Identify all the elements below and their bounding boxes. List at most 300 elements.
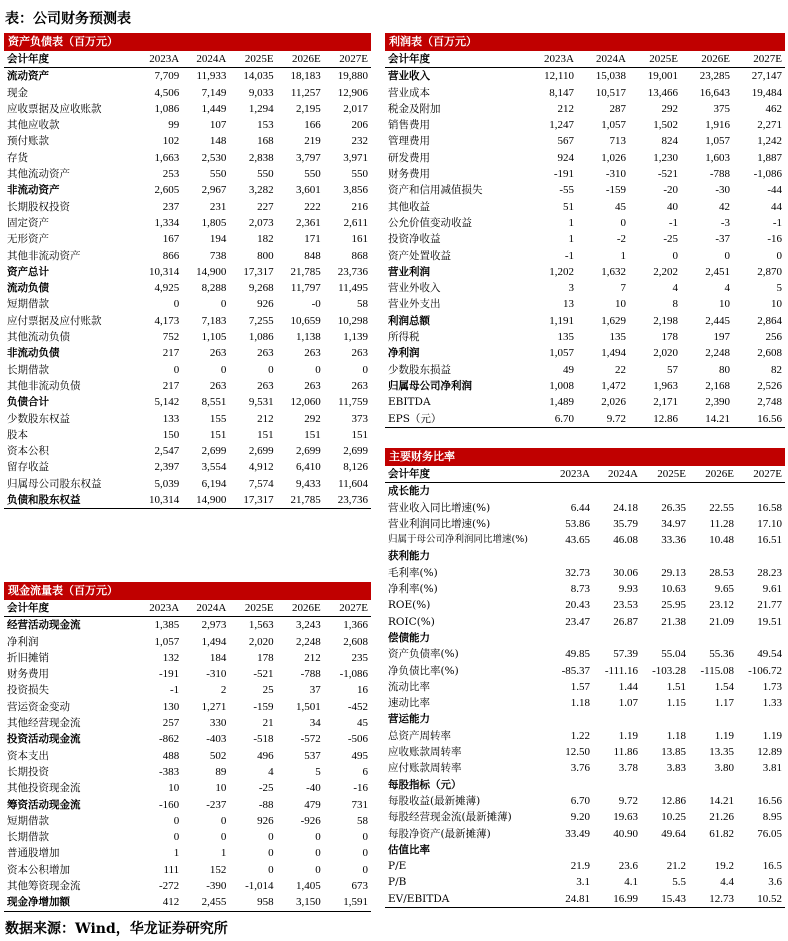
row-value: 330 [209,717,227,730]
row-value: 1,405 [296,880,321,893]
row-value: 151 [304,428,321,441]
row-value: 7,255 [248,314,274,327]
row-value [737,483,785,500]
row-label: 营业外收入 [388,282,441,295]
row-value: 1.57 [570,680,590,693]
table-row [385,614,785,630]
row-label: 毛利率(%) [388,566,438,579]
row-value: 2,195 [296,102,321,115]
row-label: 营业利润 [388,265,430,278]
row-value: 1.44 [618,680,638,693]
row-value [737,842,785,858]
row-value: 102 [162,135,180,148]
table-row [4,682,371,698]
row-value: 263 [304,347,321,360]
row-value: 263 [209,379,227,392]
row-value: 11,495 [338,282,368,295]
row-value: 1.07 [618,697,638,710]
row-value: 1,138 [296,331,321,344]
row-value [545,630,593,646]
row-value: -390 [206,880,227,893]
row-value: -20 [663,184,678,197]
row-value: 10 [615,298,626,311]
column-header-year: 2026E [277,600,324,617]
row-value: 22 [615,363,626,376]
row-value: 206 [351,119,368,132]
row-value: -862 [159,733,180,746]
row-value: 1,008 [549,379,574,392]
row-value: 2,020 [653,347,678,360]
row-value: 1,139 [343,331,368,344]
row-value: 12,110 [544,70,574,83]
table-row [385,166,785,182]
row-value: 21,785 [277,492,324,509]
row-value: 13 [563,298,574,311]
table-row [4,166,371,182]
row-value: -25 [258,782,274,795]
row-value: 216 [351,200,368,213]
row-value: 1,385 [154,619,180,632]
row-value: 219 [304,135,321,148]
row-value: 3.76 [570,762,590,775]
row-value: 0 [776,249,782,262]
row-value: 9.20 [570,811,590,824]
row-label: 存货 [7,151,28,164]
row-value: 11,257 [290,86,321,99]
row-value [641,483,689,500]
row-value: 107 [209,119,227,132]
row-value: -1 [772,216,782,229]
table-row [385,68,785,85]
row-value: 1,629 [601,314,626,327]
row-value [737,777,785,793]
row-value: 13,466 [647,86,678,99]
row-value: 40 [667,200,678,213]
table-row [385,842,785,858]
row-label: 普通股增加 [7,847,60,860]
row-value: 19,880 [337,70,368,83]
table-row [4,764,371,780]
row-value: 2,171 [653,396,678,409]
column-header-year: 2023A [135,600,182,617]
row-value: -37 [715,233,730,246]
row-value: 1,591 [324,894,371,911]
row-value: 10.63 [661,583,686,596]
row-value [593,777,641,793]
row-value: 33.36 [661,534,686,547]
row-value: 1.15 [666,697,686,710]
row-value: 23,736 [337,265,368,278]
row-value: -111.16 [604,664,638,677]
row-value: 0 [724,249,730,262]
row-value: 1,449 [201,102,227,115]
row-value: 495 [351,749,368,762]
table-row [4,731,371,747]
row-value: 21.2 [666,860,686,873]
table-row [4,296,371,312]
row-value: 3,971 [343,151,368,164]
row-label: 财务费用 [7,668,49,681]
row-value: 1,294 [248,102,274,115]
table-row [4,248,371,264]
row-value: 135 [609,331,626,344]
row-value: 23,736 [324,492,371,509]
row-value: 4 [724,282,730,295]
row-value: 1,057 [154,635,180,648]
row-value: 20.43 [565,599,590,612]
table-row [4,813,371,829]
table-row [4,68,371,85]
row-value: 800 [257,249,274,262]
table-header-row [385,51,785,68]
row-value: 2,361 [296,216,321,229]
table-row [385,679,785,695]
row-value: 0 [362,847,368,860]
row-value: 1,202 [549,265,574,278]
row-value: 958 [229,894,276,911]
row-value: 212 [304,651,321,664]
row-value: 3.78 [618,762,638,775]
row-value: 0 [220,363,227,376]
row-value: 155 [209,412,227,425]
row-value: 1,603 [705,151,730,164]
row-value: -191 [553,168,574,181]
row-value: 6 [362,765,368,778]
column-header-year: 2023A [525,51,577,68]
row-value: 0 [315,363,321,376]
column-header-year: 2024A [182,600,229,617]
row-value: 263 [257,379,274,392]
row-label: 短期借款 [7,814,49,827]
row-value: 1,026 [601,151,626,164]
row-value: 11,797 [290,282,321,295]
row-value [737,548,785,564]
row-value: 45 [357,717,368,730]
row-value: 3,797 [296,151,321,164]
table-row [385,695,785,711]
row-value: 738 [209,249,227,262]
row-value: 34 [309,717,321,730]
row-value: 14.21 [681,411,733,428]
row-value [593,548,641,564]
row-value: 253 [162,168,180,181]
row-value: 8.73 [570,583,590,596]
row-value: 16.51 [757,534,782,547]
row-label: 归属于母公司净利润同比增速(%) [388,534,528,546]
row-value: 19.51 [757,615,782,628]
table-row [385,597,785,613]
row-value: 2,547 [154,445,180,458]
row-value: 502 [209,749,227,762]
table-row [4,264,371,280]
row-value: 2,699 [201,445,227,458]
row-label: 流动资产 [7,70,49,83]
row-label: 研发费用 [388,151,430,164]
row-value: 23.47 [565,615,590,628]
row-value: 3,856 [343,184,368,197]
row-value: 42 [719,200,730,213]
row-value: 2,455 [182,894,229,911]
row-value: 537 [304,749,321,762]
row-value: 17,317 [243,265,274,278]
row-value: -521 [253,668,274,681]
row-value: 12.86 [661,794,686,807]
row-value: 1,086 [154,102,180,115]
row-value: 45 [615,200,626,213]
row-value: 76.05 [757,827,782,840]
column-header-year: 2025E [229,600,276,617]
row-value: 848 [304,249,321,262]
table-row [4,459,371,475]
row-value: 151 [209,428,227,441]
row-value: -44 [767,184,782,197]
row-value: 1,887 [757,151,782,164]
row-value: -237 [206,798,227,811]
table-row [4,443,371,459]
column-header-year: 2023A [545,466,593,483]
row-value: 479 [304,798,321,811]
table-row [385,874,785,890]
row-value: 488 [162,749,180,762]
table-row [4,215,371,231]
row-value: 53.86 [565,517,590,530]
table-row [385,345,785,361]
row-value: 15.43 [641,891,689,908]
row-value: -518 [253,733,274,746]
row-value: 2,445 [705,314,730,327]
table-row [385,777,785,793]
row-value: 2,967 [201,184,227,197]
row-value: 0 [173,831,180,844]
row-value: 0 [672,249,678,262]
row-value: 10,659 [290,314,321,327]
row-value: 9.65 [714,583,734,596]
table-row [4,378,371,394]
row-value: 9,433 [296,477,321,490]
row-value: 11.86 [613,746,638,759]
row-value: 148 [209,135,227,148]
row-label: 长期借款 [7,831,49,844]
row-value: -926 [300,814,321,827]
row-value: 1.17 [714,697,734,710]
row-value: 153 [257,119,274,132]
row-value: 15,038 [595,70,626,83]
column-header-year: 2026E [277,51,324,68]
row-value: 1,916 [705,119,730,132]
row-value: 924 [557,151,574,164]
row-value: 2,611 [343,216,368,229]
row-label: 其他流动资产 [7,168,70,181]
table-header-row [4,51,371,68]
row-value: 197 [713,331,730,344]
financial-ratios-header: 主要财务比率 [385,448,785,466]
row-value: 3,554 [201,461,227,474]
row-label: 非流动负债 [7,347,60,360]
row-label: 长期股权投资 [7,200,70,213]
row-value: 0 [620,216,626,229]
row-value: 14,900 [196,265,227,278]
row-value: -55 [559,184,574,197]
row-label: 应付账款周转率 [388,762,462,775]
table-row [385,728,785,744]
row-value: 135 [557,331,574,344]
row-value: 7,709 [154,70,180,83]
row-value: 35.79 [613,517,638,530]
row-value: 49.54 [757,648,782,661]
row-value: 11,759 [338,396,368,409]
row-value: 292 [661,102,678,115]
row-value: 866 [162,249,180,262]
row-value: 1,494 [201,635,227,648]
row-value: -16 [767,233,782,246]
table-row [4,182,371,198]
row-label: 净利润 [388,347,420,360]
row-value: 263 [351,347,368,360]
row-value: -191 [159,668,180,681]
table-row [4,797,371,813]
row-value: 6,410 [296,461,321,474]
row-value: 550 [257,168,274,181]
table-row [4,85,371,101]
row-value: 3,243 [296,619,321,632]
table-row [4,780,371,796]
cash-flow-table [4,600,371,912]
table-row [385,378,785,394]
row-value: 21.26 [709,811,734,824]
row-value: 1,501 [296,700,321,713]
row-value [545,548,593,564]
row-value: 550 [209,168,227,181]
row-value: 12,060 [290,396,321,409]
table-row [4,231,371,247]
table-row [385,248,785,264]
column-header-year: 2025E [641,466,689,483]
row-value: 25 [262,684,274,697]
row-value: 1.19 [618,729,638,742]
row-value: 23.12 [709,599,734,612]
row-value: 2,608 [757,347,782,360]
row-value: 235 [351,651,368,664]
row-value: -1,086 [753,168,782,181]
row-value: 2,073 [248,216,274,229]
table-row [385,646,785,662]
row-value: 19,001 [647,70,678,83]
row-value: 263 [257,347,274,360]
row-value: 2,870 [757,265,782,278]
row-value: 10 [215,782,227,795]
table-row [385,760,785,776]
row-value: 0 [362,363,368,376]
row-value: 2,530 [201,151,227,164]
table-row [385,296,785,312]
row-value: 29.13 [661,566,686,579]
row-label: 每股收益(最新摊薄) [388,794,481,807]
row-value: 212 [257,412,274,425]
row-value: 263 [304,379,321,392]
row-label: 总资产周转率 [388,729,451,742]
row-value: 14.21 [709,794,734,807]
row-value: -159 [253,700,274,713]
row-value: 6.70 [570,794,590,807]
row-value: 152 [209,863,227,876]
row-value: 12.89 [757,746,782,759]
row-value: -521 [657,168,678,181]
row-label: 利润总额 [388,314,430,327]
row-value: 3.81 [762,762,782,775]
table-row [385,532,785,548]
row-value: 1.33 [762,697,782,710]
row-label: P/E [388,860,407,873]
row-value: 37 [309,684,321,697]
row-value [689,630,737,646]
row-value: 2,397 [154,461,180,474]
row-value: 25.95 [661,599,686,612]
row-label: 其他应收款 [7,119,60,132]
row-value: 10,517 [595,86,626,99]
row-value: 10,298 [337,314,368,327]
row-value: 184 [209,651,227,664]
row-value: 2,838 [248,151,274,164]
table-row [385,85,785,101]
row-value: 12.50 [565,746,590,759]
table-row [4,394,371,410]
row-value: -85.37 [561,664,590,677]
row-value: 57.39 [613,648,638,661]
row-value: 567 [557,135,574,148]
row-value: 16.56 [757,794,782,807]
row-value: 2,699 [248,445,274,458]
row-value: 133 [162,412,180,425]
row-value: 0 [315,831,321,844]
row-value: 1,663 [154,151,180,164]
row-value [641,777,689,793]
row-value: 0 [173,298,180,311]
table-header-row [4,600,371,617]
row-value: 2,198 [653,314,678,327]
row-label: 流动比率 [388,680,430,693]
row-value: 2,248 [705,347,730,360]
table-row [4,133,371,149]
row-value: 3,601 [296,184,321,197]
row-label: ROE(%) [388,599,431,612]
row-value: 7,183 [201,314,227,327]
table-row [385,329,785,345]
row-label: P/B [388,876,407,889]
table-row [385,793,785,809]
row-value: 1,105 [201,331,227,344]
table-row [4,878,371,894]
table-row [385,182,785,198]
column-header-label: 会计年度 [4,51,135,68]
row-value: 1,247 [549,119,574,132]
row-label: 其他经营现金流 [7,717,81,730]
row-value: 6.70 [525,411,577,428]
row-value: 2,973 [201,619,227,632]
row-value: 237 [162,200,180,213]
row-value: 1.19 [714,729,734,742]
table-row [385,411,785,428]
row-value: 55.04 [661,648,686,661]
row-value: 8,288 [201,282,227,295]
row-value: 11.28 [709,517,734,530]
table-row [4,150,371,166]
row-label: 归属母公司股东权益 [7,477,102,490]
row-value: 194 [209,233,227,246]
row-value: -572 [300,733,321,746]
row-value [593,630,641,646]
column-header-year: 2023A [135,51,182,68]
table-row [4,199,371,215]
